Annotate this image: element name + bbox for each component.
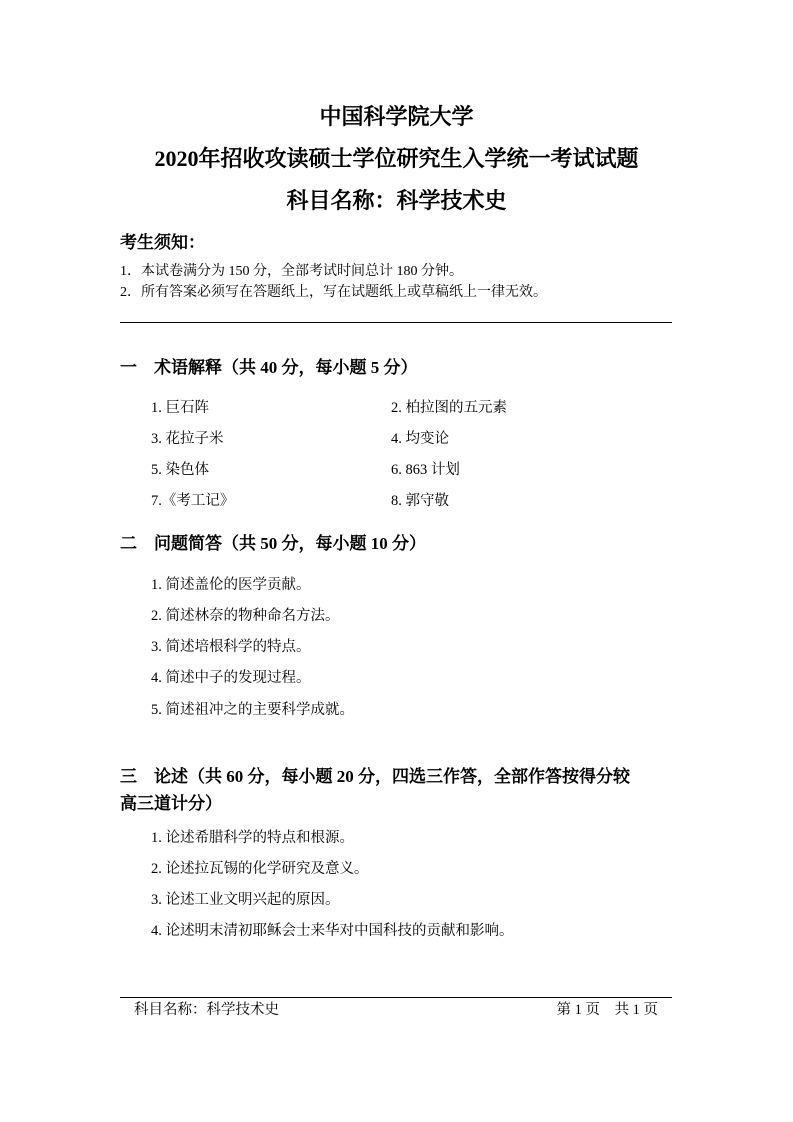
term-item: 1. 巨石阵: [151, 400, 209, 416]
section-3-heading-cont: 高三道计分）: [120, 794, 222, 813]
notice-item: 2．所有答案必须写在答题纸上，写在试题纸上或草稿纸上一律无效。: [120, 285, 547, 300]
subject-title: 科目名称：科学技术史: [286, 188, 507, 213]
section-3-heading: 三 论述（共 60 分，每小题 20 分，四选三作答，全部作答按得分较: [120, 767, 630, 786]
exam-title: 2020年招收攻读硕士学位研究生入学统一考试试题: [154, 146, 639, 171]
divider: [120, 322, 672, 323]
notice-item: 1．本试卷满分为 150 分，全部考试时间总计 180 分钟。: [120, 264, 463, 279]
section-1-heading: 一 术语解释（共 40 分，每小题 5 分）: [120, 358, 418, 377]
footer-subject: 科目名称：科学技术史: [134, 1002, 279, 1018]
question-item: 3. 简述培根科学的特点。: [151, 639, 311, 655]
question-item: 5. 简述祖冲之的主要科学成就。: [151, 702, 354, 718]
essay-item: 4. 论述明末清初耶稣会士来华对中国科技的贡献和影响。: [151, 923, 514, 939]
question-item: 1. 简述盖伦的医学贡献。: [151, 577, 311, 593]
term-item: 4. 均变论: [391, 431, 449, 447]
term-item: 5. 染色体: [151, 462, 209, 478]
university-title: 中国科学院大学: [319, 104, 474, 129]
footer-page-number: 第 1 页 共 1 页: [556, 1002, 658, 1018]
essay-item: 2. 论述拉瓦锡的化学研究及意义。: [151, 861, 369, 877]
section-2-heading: 二 问题简答（共 50 分，每小题 10 分）: [120, 534, 426, 553]
footer-divider: [120, 997, 672, 998]
notice-heading: 考生须知：: [120, 233, 205, 252]
essay-item: 3. 论述工业文明兴起的原因。: [151, 892, 340, 908]
term-item: 8. 郭守敬: [391, 493, 449, 509]
question-item: 2. 简述林奈的物种命名方法。: [151, 608, 340, 624]
term-item: 7.《考工记》: [151, 493, 235, 509]
question-item: 4. 简述中子的发现过程。: [151, 670, 311, 686]
essay-item: 1. 论述希腊科学的特点和根源。: [151, 830, 354, 846]
term-item: 3. 花拉子米: [151, 431, 224, 447]
term-item: 6. 863 计划: [391, 462, 460, 478]
term-item: 2. 柏拉图的五元素: [391, 400, 507, 416]
